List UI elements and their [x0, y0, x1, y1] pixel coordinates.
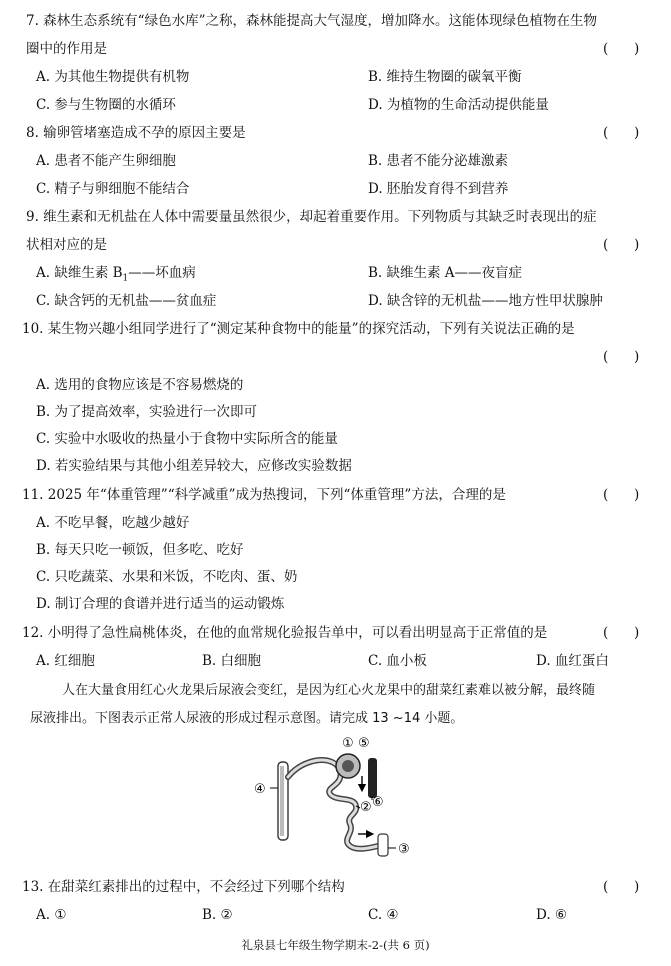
- q9-option-c: C. 缺含钙的无机盐——贫血症: [36, 293, 217, 309]
- passage-line1: 人在大量食用红心火龙果后尿液会变红，是因为红心火龙果中的甜菜红素难以被分解，最终随: [62, 683, 596, 698]
- urine-formation-diagram: [250, 732, 430, 862]
- q12-option-a: A. 红细胞: [36, 653, 95, 669]
- label-1: ①: [342, 736, 354, 751]
- q12-option-d: D. 血红蛋白: [536, 653, 609, 669]
- q7-option-a: A. 为其他生物提供有机物: [36, 69, 190, 85]
- q7-option-b: B. 维持生物圈的碳氧平衡: [368, 69, 522, 85]
- label-3: ③: [398, 842, 410, 857]
- q7-stem-line2: 圈中的作用是: [26, 41, 107, 57]
- q12-option-b: B. 白细胞: [202, 653, 262, 669]
- q9-option-b: B. 缺维生素 A——夜盲症: [368, 265, 523, 281]
- q7-answer-paren: ( ): [603, 41, 640, 57]
- q10-option-b: B. 为了提高效率，实验进行一次即可: [36, 404, 258, 420]
- label-2: ②: [360, 800, 372, 815]
- q11-stem: 11. 2025 年“体重管理”“科学减重”成为热搜词，下列“体重管理”方法，合理的是: [22, 487, 506, 503]
- q9-stem-line1: 9. 维生素和无机盐在人体中需要量虽然很少，却起着重要作用。下列物质与其缺乏时表现出的症: [26, 209, 597, 225]
- q10-answer-paren: ( ): [603, 349, 640, 365]
- structure-4-vessel: [278, 762, 288, 840]
- q7-option-d: D. 为植物的生命活动提供能量: [368, 97, 549, 113]
- q12-option-c: C. 血小板: [368, 653, 427, 669]
- q9-option-a-post: ——坏血病: [128, 265, 196, 281]
- q12-answer-paren: ( ): [603, 625, 640, 641]
- q10-option-d: D. 若实验结果与其他小组差异较大，应修改实验数据: [36, 458, 352, 474]
- q8-answer-paren: ( ): [603, 125, 640, 141]
- q9-option-a-pre: A. 缺维生素 B: [36, 265, 123, 281]
- q7-stem-line1: 7. 森林生态系统有“绿色水库”之称，森林能提高大气湿度，增加降水。这能体现绿色植物在生物: [26, 13, 597, 29]
- q8-option-d: D. 胚胎发育得不到营养: [368, 181, 509, 197]
- q9-answer-paren: ( ): [603, 237, 640, 253]
- label-4: ④: [254, 782, 266, 797]
- q8-stem: 8. 输卵管堵塞造成不孕的原因主要是: [26, 125, 246, 141]
- passage-line2: 尿液排出。下图表示正常人尿液的形成过程示意图。请完成 13 ~14 小题。: [30, 711, 464, 726]
- q13-option-d: D. ⑥: [536, 907, 568, 923]
- q11-option-b: B. 每天只吃一顿饭，但多吃、吃好: [36, 542, 244, 558]
- structure-3-duct: [378, 834, 388, 856]
- q13-stem: 13. 在甜菜红素排出的过程中，不会经过下列哪个结构: [22, 879, 345, 895]
- page-footer: 礼泉县七年级生物学期末-2-(共 6 页): [241, 938, 430, 952]
- q13-option-c: C. ④: [368, 907, 399, 923]
- label-5: ⑤: [358, 736, 370, 751]
- q9-option-a-sub: 1: [122, 273, 129, 284]
- structure-1-glomerulus: [336, 754, 360, 778]
- label-6: ⑥: [372, 795, 384, 810]
- q11-option-a: A. 不吃早餐，吃越少越好: [36, 515, 190, 531]
- structure-5-vessel: [368, 758, 377, 798]
- q8-option-b: B. 患者不能分泌雄激素: [368, 153, 509, 169]
- q11-option-d: D. 制订合理的食谱并进行适当的运动锻炼: [36, 596, 285, 612]
- q11-answer-paren: ( ): [603, 487, 640, 503]
- q9-option-d: D. 缺含锌的无机盐——地方性甲状腺肿: [368, 293, 603, 309]
- q12-stem: 12. 小明得了急性扁桃体炎，在他的血常规化验报告单中，可以看出明显高于正常值的是: [22, 625, 548, 641]
- q13-option-a: A. ①: [36, 907, 67, 923]
- q10-option-c: C. 实验中水吸收的热量小于食物中实际所含的能量: [36, 431, 338, 447]
- q13-option-b: B. ②: [202, 907, 233, 923]
- q7-option-c: C. 参与生物圈的水循环: [36, 97, 176, 113]
- q8-option-a: A. 患者不能产生卵细胞: [36, 153, 176, 169]
- q10-option-a: A. 选用的食物应该是不容易燃烧的: [36, 377, 244, 393]
- q8-option-c: C. 精子与卵细胞不能结合: [36, 181, 190, 197]
- q11-option-c: C. 只吃蔬菜、水果和米饭，不吃肉、蛋、奶: [36, 569, 298, 585]
- q9-stem-line2: 状相对应的是: [26, 237, 107, 253]
- q10-stem: 10. 某生物兴趣小组同学进行了“测定某种食物中的能量”的探究活动，下列有关说法正确的是: [22, 321, 575, 337]
- q13-answer-paren: ( ): [603, 879, 640, 895]
